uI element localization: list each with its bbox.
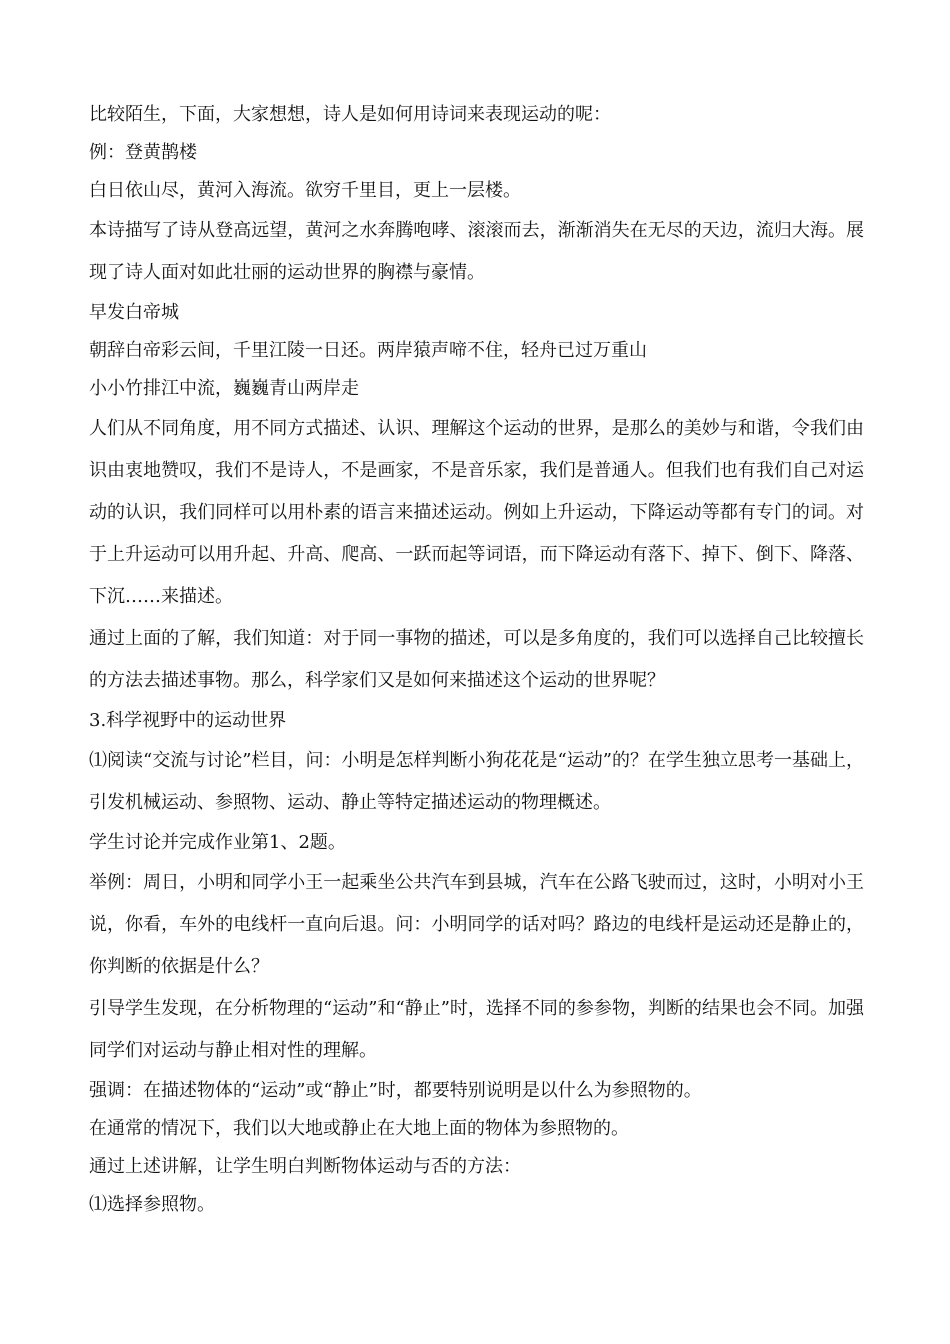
paragraph-homework: 学生讨论并完成作业第1、2题。 [89,832,346,853]
paragraph-transition: 通过上面的了解，我们知道：对于同一事物的描述，可以是多角度的，我们可以选择自己比较擅长的方法去描述事物。那么，科学家们又是如何来描述这个运动的世界呢？ [89,628,864,691]
paragraph-method-intro: 通过上述讲解，让学生明白判断物体运动与否的方法： [89,1156,521,1177]
document-page [89,96,864,1224]
paragraph-intro: 比较陌生，下面，大家想想，诗人是如何用诗词来表现运动的呢： [89,104,611,125]
paragraph-lyric: 小小竹排江中流，巍巍青山两岸走 [89,378,359,399]
paragraph-everyday-description: 人们从不同角度，用不同方式描述、认识、理解这个运动的世界，是那么的美妙与和谐，令我们由识由衷地赞叹，我们不是诗人，不是画家，不是音乐家，我们是普通人。但我们也有我们自己对运动的认识，我们同样可以用朴素的语言来描述运动。例如上升运动，下降运动等都有专门的词。对于上升运动可以用升起、升高、爬高、一跃而起等词语，而下降运动有落下、掉下、倒下、降落、下沉……来描述。 [89,418,864,607]
paragraph-step-1: ⑴选择参照物。 [89,1194,215,1215]
paragraph-poem-1-analysis: 本诗描写了诗从登高远望，黄河之水奔腾咆哮、滚滚而去，渐渐消失在无尽的天边，流归大海。展现了诗人面对如此壮丽的运动世界的胸襟与豪情。 [89,220,864,283]
paragraph-usual-reference: 在通常的情况下，我们以大地或静止在大地上面的物体为参照物的。 [89,1118,629,1139]
paragraph-example-bus: 举例：周日，小明和同学小王一起乘坐公共汽车到县城，汽车在公路飞驶而过，这时，小明对小王说，你看，车外的电线杆一直向后退。问：小明同学的话对吗？路边的电线杆是运动还是静止的，你判断的依据是什么？ [89,872,864,977]
paragraph-reading-task: ⑴阅读“交流与讨论”栏目，问：小明是怎样判断小狗花花是“运动”的？在学生独立思考一基础上，引发机械运动、参照物、运动、静止等特定描述运动的物理概述。 [89,750,864,813]
paragraph-poem-1: 白日依山尽，黄河入海流。欲穷千里目，更上一层楼。 [89,180,521,201]
section-heading-scientific-view: 3.科学视野中的运动世界 [89,710,287,731]
paragraph-example-title-2: 早发白帝城 [89,302,179,323]
paragraph-example-title-1: 例：登黄鹊楼 [89,142,197,163]
paragraph-emphasis: 强调：在描述物体的“运动”或“静止”时，都要特别说明是以什么为参照物的。 [89,1080,702,1101]
paragraph-poem-2: 朝辞白帝彩云间，千里江陵一日还。两岸猿声啼不住，轻舟已过万重山 [89,340,647,361]
paragraph-guidance: 引导学生发现，在分析物理的“运动”和“静止”时，选择不同的参参物，判断的结果也会不同。加强同学们对运动与静止相对性的理解。 [89,998,864,1061]
